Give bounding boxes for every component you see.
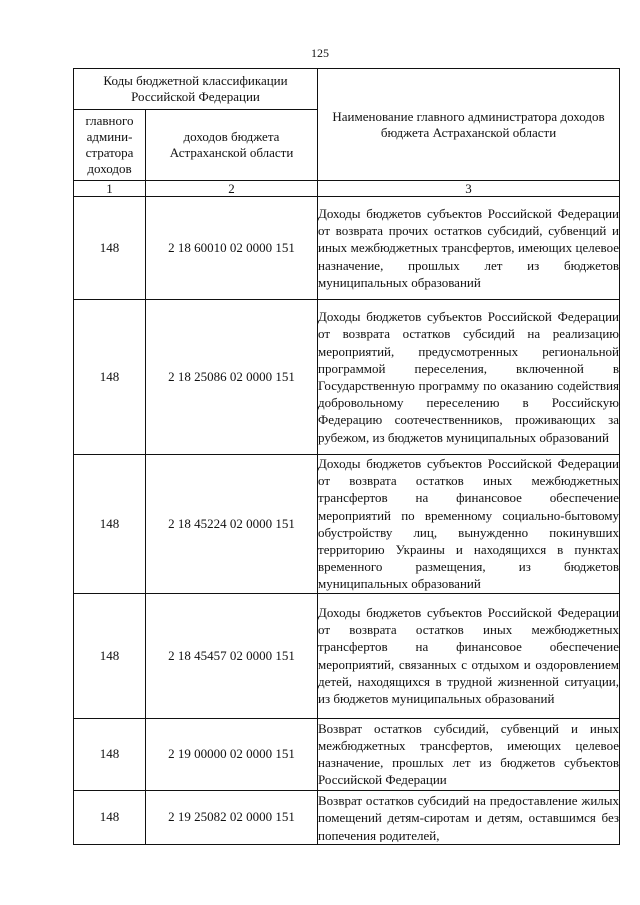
- table-row: [74, 455, 620, 594]
- admin-code: 148: [74, 455, 146, 594]
- admin-code: 148: [74, 300, 146, 455]
- column-number-1: 1: [74, 181, 146, 197]
- header-codes-group: Коды бюджетной классификации Российской Федерации: [74, 69, 318, 110]
- income-code: 2 18 45457 02 0000 151: [146, 593, 318, 718]
- income-code: 2 18 45224 02 0000 151: [146, 455, 318, 594]
- admin-code: 148: [74, 790, 146, 844]
- income-description: Доходы бюджетов субъектов Российской Федерации от возврата остатков субсидий на реализацию мероприятий, предусмотренных региональной программой переселения, включенной в Государственную программу по оказанию содействия добровольному переселению в Российскую Федерацию соотечественников, проживающих за рубежом, из бюджетов муниципальных образований: [318, 300, 620, 455]
- header-budget-income: доходов бюджета Астраханской области: [146, 110, 318, 181]
- income-description: Возврат остатков субсидий, субвенций и иных межбюджетных трансфертов, имеющих целевое назначение, прошлых лет из бюджетов субъектов Российской Федерации: [318, 718, 620, 790]
- income-description: Доходы бюджетов субъектов Российской Федерации от возврата остатков иных межбюджетных трансфертов на финансовое обеспечение мероприятий по временному социально-бытовому обустройству лиц, вынужденно покинувших территорию Украины и находящихся в пунктах временного размещения, из бюджетов муниципальных образований: [318, 456, 620, 592]
- admin-code: 148: [74, 197, 146, 300]
- income-description: Доходы бюджетов субъектов Российской Федерации от возврата прочих остатков субсидий, субвенций и иных межбюджетных трансфертов, имеющих целевое назначение, прошлых лет из бюджетов муниципальных образований: [318, 197, 620, 300]
- admin-code: 148: [74, 718, 146, 790]
- income-description-cell: [318, 790, 620, 844]
- table-row: [74, 300, 620, 455]
- header-chief-administrator: главного админи-стратора доходов: [74, 110, 146, 181]
- income-code: 2 18 60010 02 0000 151: [146, 197, 318, 300]
- table-row: [74, 790, 620, 844]
- income-description: Доходы бюджетов субъектов Российской Федерации от возврата остатков иных межбюджетных трансфертов на финансовое обеспечение мероприятий, связанных с отдыхом и оздоровлением детей, находящихся в трудной жизненной ситуации, из бюджетов муниципальных образований: [318, 593, 620, 718]
- column-number-3: 3: [318, 181, 620, 197]
- table-row: [74, 197, 620, 300]
- income-description: Возврат остатков субсидий на предоставление жилых помещений детям-сиротам и детям, оставшимся без попечения родителей,: [318, 793, 620, 843]
- table-row: [74, 718, 620, 790]
- header-admin-name: Наименование главного администратора доходов бюджета Астраханской области: [318, 69, 620, 181]
- column-number-2: 2: [146, 181, 318, 197]
- income-code: 2 19 00000 02 0000 151: [146, 718, 318, 790]
- page-number: 125: [311, 46, 329, 60]
- column-numbers-row: [74, 181, 620, 197]
- income-code: 2 18 25086 02 0000 151: [146, 300, 318, 455]
- budget-classification-table: [73, 68, 620, 845]
- table-row: [74, 593, 620, 718]
- income-code: 2 19 25082 02 0000 151: [146, 790, 318, 844]
- header-row-top: [74, 69, 620, 110]
- admin-code: 148: [74, 593, 146, 718]
